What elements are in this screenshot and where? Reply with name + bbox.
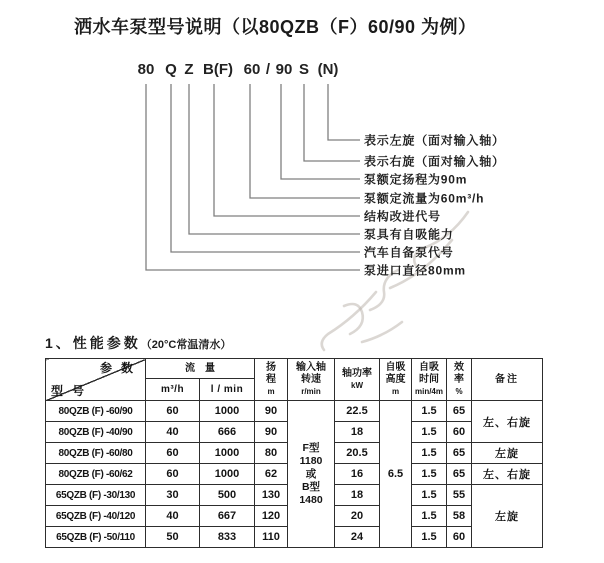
model-cell: 65QZB (F) -30/130 [46,485,146,506]
corner-model-label: 型号 [51,384,94,398]
table-cell: 1.5 [412,527,447,548]
table-cell: 65 [447,443,472,464]
remark-cell: 左、右旋 [472,401,543,443]
leader-line [214,84,360,216]
model-token: S [298,61,310,78]
remark-cell: 左、右旋 [472,464,543,485]
table-cell: 1.5 [412,506,447,527]
table-cell: 130 [255,485,288,506]
diagram-label: 泵额定扬程为90m [364,172,468,187]
performance-table [45,358,543,548]
table-cell: 20.5 [335,443,380,464]
diagram-label: 表示右旋（面对输入轴） [364,154,505,169]
model-cell: 80QZB (F) -60/62 [46,464,146,485]
table-cell: 18 [335,422,380,443]
table-cell: 110 [255,527,288,548]
model-token: 60 [243,61,261,78]
table-cell: 1000 [200,401,255,422]
table-cell: 90 [255,422,288,443]
header-remark: 备注 [472,359,543,401]
table-body [46,401,543,548]
section-note: （20°C常温清水） [140,339,232,351]
model-cell: 80QZB (F) -40/90 [46,422,146,443]
table-cell: 62 [255,464,288,485]
table-cell: 16 [335,464,380,485]
section-heading [45,333,231,353]
diagram-label: 泵额定流量为60m³/h [364,191,485,206]
leader-line [171,84,360,252]
model-token: Q [165,61,177,78]
table-cell: 80 [255,443,288,464]
model-token: 90 [275,61,293,78]
header-flow-lmin: l / min [200,379,255,401]
table-cell: 50 [146,527,200,548]
table-cell: 30 [146,485,200,506]
model-token: 80 [137,61,155,78]
suction-height-cell: 6.5 [380,401,412,548]
remark-cell: 左旋 [472,485,543,548]
table-cell: 24 [335,527,380,548]
table-cell: 60 [447,422,472,443]
table-cell: 60 [146,443,200,464]
table-cell: 1.5 [412,443,447,464]
header-head: 扬 程 m [255,359,288,401]
table-cell: 90 [255,401,288,422]
header-suction-time: 自吸 时间 min/4m [412,359,447,401]
model-cell: 80QZB (F) -60/80 [46,443,146,464]
header-suction-height: 自吸 高度 m [380,359,412,401]
table-cell: 1.5 [412,401,447,422]
table-cell: 1.5 [412,485,447,506]
section-prefix: 1、 [45,335,73,351]
table-cell: 60 [146,401,200,422]
table-cell: 1.5 [412,464,447,485]
table-cell: 120 [255,506,288,527]
diagram-label: 泵进口直径80mm [364,263,466,278]
table-cell: 1000 [200,464,255,485]
table-cell: 65 [447,464,472,485]
table-cell: 40 [146,506,200,527]
table-cell: 40 [146,422,200,443]
table-cell: 1000 [200,443,255,464]
header-flow: 流量 [146,359,255,379]
header-efficiency: 效 率 % [447,359,472,401]
diagram-label: 汽车自备泵代号 [364,245,454,260]
table-cell: 22.5 [335,401,380,422]
diagram-label: 结构改进代号 [364,209,441,224]
model-token: B(F) [203,61,233,78]
section-title: 性能参数 [72,335,141,351]
diagram-label: 泵具有自吸能力 [364,227,454,242]
table-cell: 1.5 [412,422,447,443]
model-cell: 65QZB (F) -50/110 [46,527,146,548]
leader-line [250,84,360,198]
leader-line [304,84,360,161]
table-cell: 833 [200,527,255,548]
model-cell: 80QZB (F) -60/90 [46,401,146,422]
model-token: Z [184,61,194,78]
input-speed-cell: F型 1180 或 B型 1480 [288,401,335,548]
table-row [46,401,543,422]
table-cell: 500 [200,485,255,506]
leader-line [328,84,360,140]
table-cell: 60 [447,527,472,548]
header-input-speed: 输入轴 转速 r/min [288,359,335,401]
model-token: / [265,61,271,78]
model-cell: 65QZB (F) -40/120 [46,506,146,527]
table-cell: 60 [146,464,200,485]
header-flow-m3h: m³/h [146,379,200,401]
table-cell: 65 [447,401,472,422]
table-cell: 18 [335,485,380,506]
table-cell: 55 [447,485,472,506]
table-cell: 58 [447,506,472,527]
diagram-label: 表示左旋（面对输入轴） [364,133,505,148]
leader-line [281,84,360,179]
corner-cell [46,359,146,401]
table-cell: 20 [335,506,380,527]
page-title: 洒水车泵型号说明（以80QZB（F）60/90 为例） [74,17,477,37]
model-token: (N) [317,61,339,78]
corner-params-label: 参数 [99,361,142,375]
table-cell: 667 [200,506,255,527]
header-shaft-power: 轴功率 kW [335,359,380,401]
remark-cell: 左旋 [472,443,543,464]
table-cell: 666 [200,422,255,443]
